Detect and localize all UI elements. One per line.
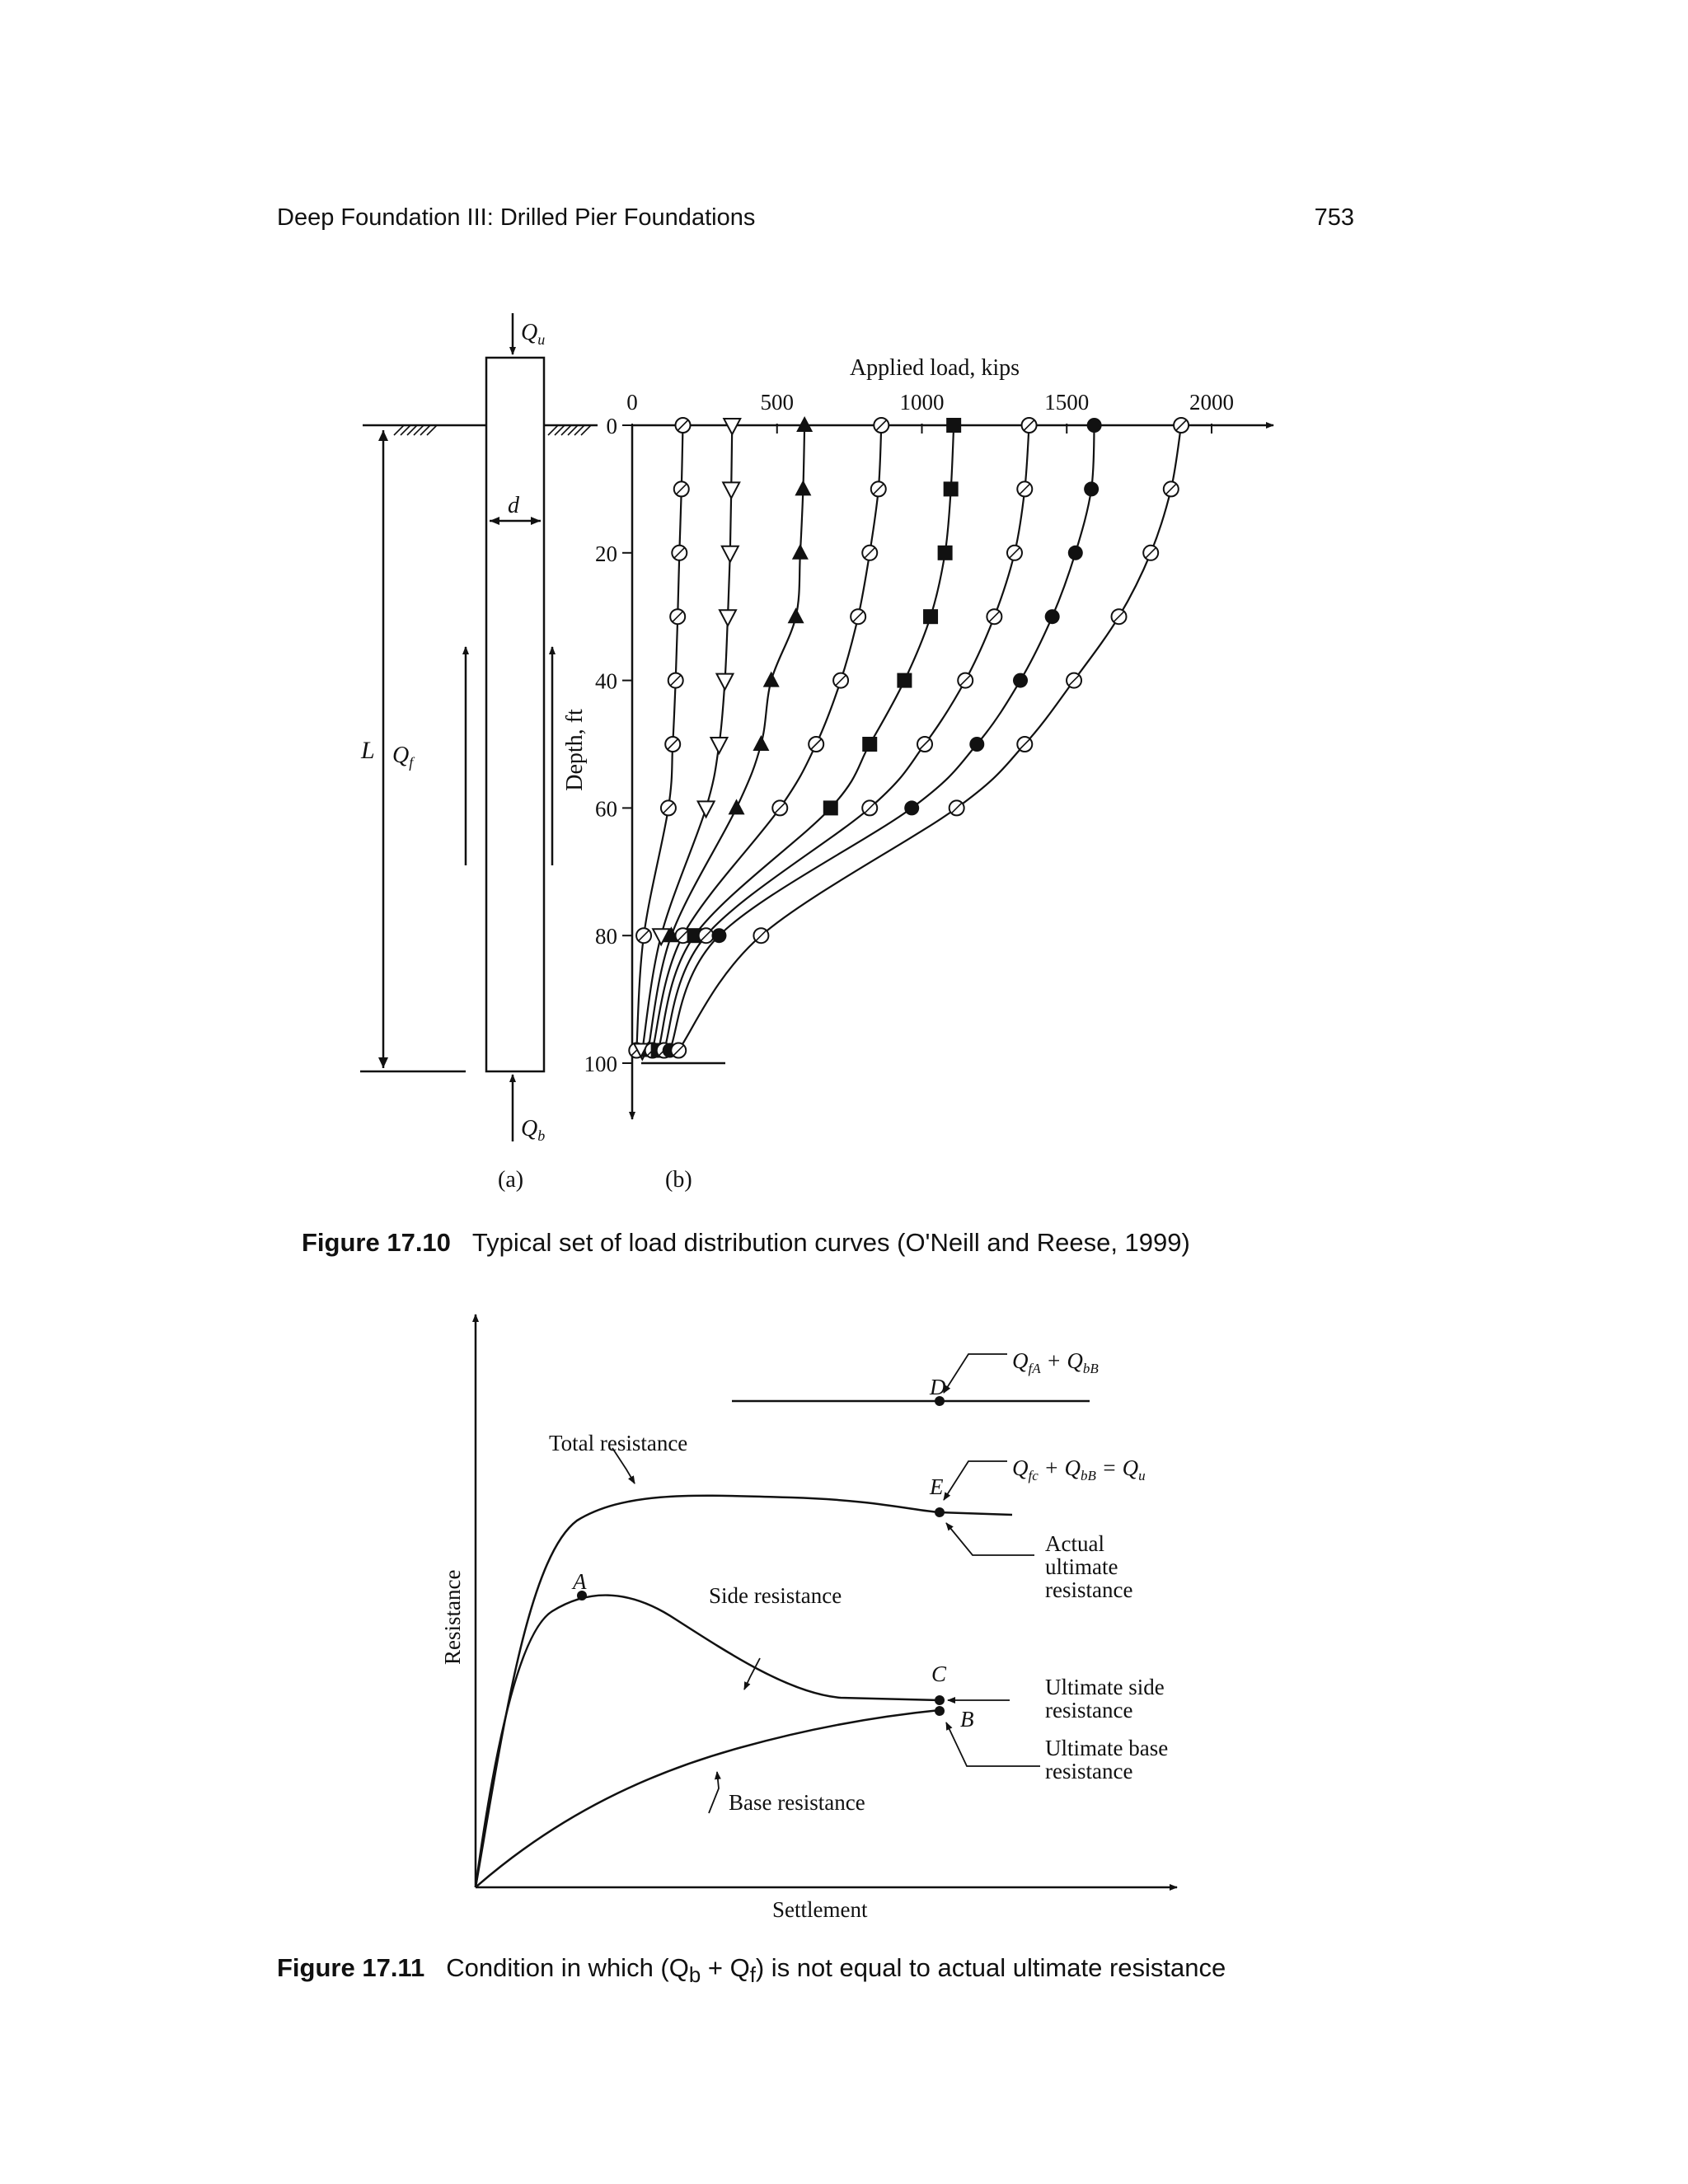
x-tick-label: 1000	[899, 390, 945, 415]
point-e-label: E	[930, 1474, 944, 1499]
point-d-label: D	[930, 1375, 946, 1399]
x-tick-label: 500	[760, 390, 794, 415]
point-c-marker	[935, 1695, 945, 1705]
data-point-open-triangle	[720, 610, 736, 626]
point-b-label: B	[960, 1707, 974, 1732]
y-tick-label: 80	[595, 924, 617, 949]
data-point-open-triangle	[723, 482, 739, 498]
qf-label: $Q_f$	[392, 743, 414, 771]
pier-shaft	[486, 358, 544, 1071]
point-a-label: A	[573, 1569, 587, 1594]
figure-17-10-label: Figure 17.10	[302, 1228, 451, 1257]
data-point-filled-triangle	[792, 544, 809, 560]
figure-17-11-caption	[277, 1953, 1226, 1988]
settlement-label: Settlement	[772, 1897, 868, 1922]
base-leader	[709, 1772, 719, 1813]
ult-base-label-1: Ultimate base	[1045, 1736, 1169, 1760]
data-point-open-triangle	[722, 546, 738, 562]
caption-sub-f: f	[749, 1964, 756, 1988]
data-point-open-triangle	[698, 801, 715, 817]
pier-labels	[360, 320, 545, 1144]
caption-part-1: Condition in which (Q	[446, 1953, 689, 1982]
total-resistance-curve	[476, 1496, 1012, 1887]
data-point-filled-square	[823, 800, 838, 815]
running-title: Deep Foundation III: Drilled Pier Foundations	[277, 204, 756, 231]
data-point-filled-triangle	[795, 480, 811, 495]
actual-leader	[946, 1523, 1034, 1555]
data-point-filled-circle	[904, 800, 919, 815]
fig11-labels	[440, 1348, 1168, 1922]
caption-part-3: ) is not equal to actual ultimate resistance	[755, 1953, 1226, 1982]
data-point-filled-square	[862, 737, 877, 752]
data-point-filled-circle	[1068, 546, 1083, 560]
actual-label-2: ultimate	[1045, 1554, 1118, 1579]
x-tick-label: 2000	[1189, 390, 1234, 415]
ult-side-label-1: Ultimate side	[1045, 1675, 1165, 1699]
data-point-filled-circle	[1087, 418, 1102, 433]
data-point-filled-triangle	[796, 416, 813, 432]
y-tick-label: 20	[595, 541, 617, 566]
total-label: Total resistance	[549, 1431, 688, 1455]
base-resistance-curve	[476, 1710, 940, 1887]
data-point-filled-square	[944, 481, 959, 496]
ult-base-label-2: resistance	[1045, 1759, 1133, 1783]
ult-side-label-2: resistance	[1045, 1698, 1133, 1722]
load-curve	[653, 425, 882, 1051]
d-annotation: $Q_{fA} + Q_{bB}$	[1012, 1348, 1099, 1376]
y-tick-label: 60	[595, 796, 617, 822]
resistance-label: Resistance	[440, 1569, 465, 1665]
data-point-filled-triangle	[788, 607, 804, 623]
data-point-open-triangle	[724, 419, 740, 434]
data-point-open-triangle	[710, 738, 727, 753]
data-point-filled-circle	[1045, 609, 1060, 624]
ground-hatch	[394, 425, 591, 435]
y-tick-label: 0	[606, 414, 617, 438]
data-point-filled-circle	[1013, 673, 1028, 688]
data-point-filled-square	[923, 609, 938, 624]
y-tick-label: 100	[584, 1052, 617, 1076]
figure-17-11-label: Figure 17.11	[277, 1953, 425, 1982]
base-label: Base resistance	[729, 1790, 865, 1815]
qu-label: $Q_u$	[521, 320, 546, 348]
x-tick-label: 0	[626, 390, 638, 415]
length-label: L	[361, 737, 375, 764]
actual-label-1: Actual	[1045, 1531, 1104, 1556]
load-distribution-chart	[562, 355, 1273, 1119]
caption-part-2: + Q	[701, 1953, 750, 1982]
data-point-filled-circle	[711, 928, 726, 943]
qb-label: $Q_b$	[521, 1116, 546, 1144]
e-annotation: $Q_{fc} + Q_{bB} = Q_u$	[1012, 1455, 1146, 1483]
x-axis-title: Applied load, kips	[849, 355, 1020, 381]
y-tick-label: 40	[595, 668, 617, 694]
point-e-marker	[935, 1507, 945, 1517]
data-point-filled-square	[938, 546, 953, 560]
x-tick-label: 1500	[1044, 390, 1090, 415]
data-point-filled-square	[946, 418, 961, 433]
point-c-label: C	[931, 1661, 947, 1686]
diameter-label: d	[508, 493, 519, 518]
data-point-filled-triangle	[753, 735, 769, 751]
e-leader	[944, 1461, 1007, 1500]
figure-17-10-caption	[302, 1228, 1190, 1258]
actual-label-3: resistance	[1045, 1577, 1133, 1602]
caption-sub-b: b	[688, 1964, 701, 1988]
side-label: Side resistance	[709, 1583, 842, 1608]
data-point-filled-circle	[969, 737, 984, 752]
page-number: 753	[1314, 204, 1354, 231]
panel-b-label: (b)	[665, 1167, 692, 1193]
panel-a-label: (a)	[498, 1167, 524, 1193]
y-axis-title: Depth, ft	[562, 709, 588, 791]
point-b-marker	[935, 1706, 945, 1716]
data-point-filled-triangle	[763, 672, 780, 687]
d-leader	[944, 1354, 1007, 1393]
data-point-filled-square	[897, 673, 912, 688]
figure-17-10-text: Typical set of load distribution curves (O'Neill and Reese, 1999)	[471, 1228, 1190, 1257]
data-point-filled-circle	[1084, 481, 1099, 496]
data-point-open-triangle	[716, 674, 733, 690]
side-resistance-curve	[476, 1596, 940, 1887]
data-point-filled-triangle	[729, 799, 745, 814]
